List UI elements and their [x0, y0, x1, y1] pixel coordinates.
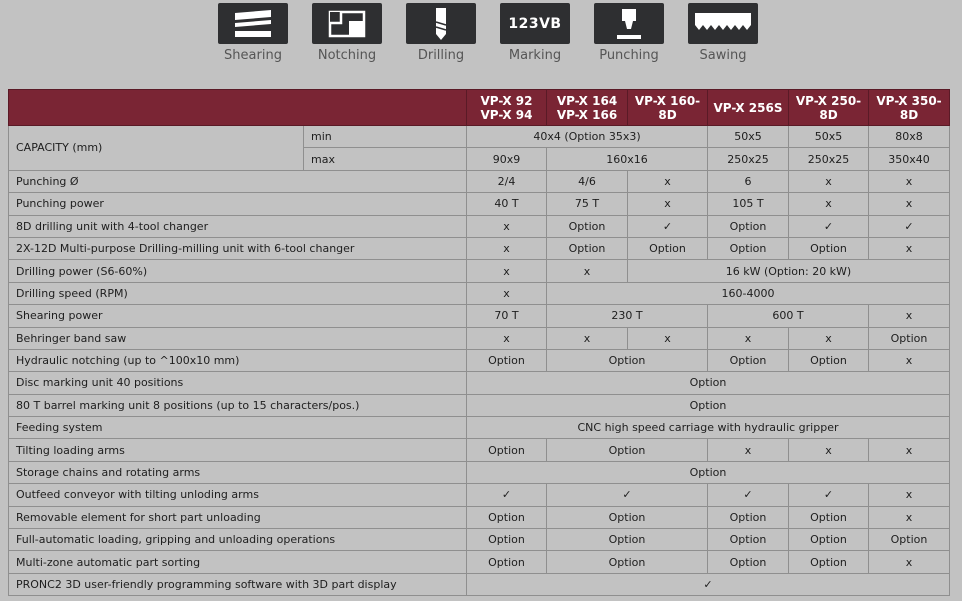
- process-marking[interactable]: [500, 3, 594, 63]
- table-cell: Option: [869, 327, 950, 349]
- table-row: [9, 529, 950, 551]
- table-cell: x: [789, 193, 869, 215]
- model-header: VP-X 160-8D: [628, 90, 708, 126]
- table-cell: x: [789, 327, 869, 349]
- table-cell: Option: [708, 551, 789, 573]
- table-cell: Option: [467, 551, 547, 573]
- table-cell: x: [467, 260, 547, 282]
- table-row: [9, 170, 950, 192]
- process-drilling[interactable]: [406, 3, 500, 63]
- table-cell: Option: [708, 506, 789, 528]
- table-cell: x: [789, 170, 869, 192]
- table-cell: Option: [467, 439, 547, 461]
- process-label: Notching: [317, 48, 377, 63]
- table-cell: 75 T: [547, 193, 628, 215]
- table-cell: x: [869, 237, 950, 259]
- table-cell: Option: [547, 506, 708, 528]
- table-cell: x: [547, 260, 628, 282]
- table-cell: x: [869, 170, 950, 192]
- table-cell: Option: [467, 506, 547, 528]
- feature-label: Tilting loading arms: [9, 439, 467, 461]
- table-cell: x: [869, 506, 950, 528]
- table-row: [9, 260, 950, 282]
- feature-label: Full-automatic loading, gripping and unloading operations: [9, 529, 467, 551]
- table-cell: Option: [467, 529, 547, 551]
- process-punching[interactable]: [594, 3, 688, 63]
- feature-label: Disc marking unit 40 positions: [9, 372, 467, 394]
- table-cell: x: [708, 439, 789, 461]
- table-cell: x: [467, 237, 547, 259]
- table-cell: ✓: [789, 215, 869, 237]
- notching-icon: [312, 3, 382, 44]
- table-cell: x: [869, 349, 950, 371]
- process-shearing[interactable]: [218, 3, 312, 63]
- table-cell: x: [467, 282, 547, 304]
- feature-label: Punching power: [9, 193, 467, 215]
- table-cell: Option: [547, 349, 708, 371]
- table-cell: Option: [869, 529, 950, 551]
- feature-label: 8D drilling unit with 4-tool changer: [9, 215, 467, 237]
- process-sawing[interactable]: [688, 3, 782, 63]
- table-cell: 70 T: [467, 305, 547, 327]
- process-label: Sawing: [699, 48, 747, 63]
- feature-label: Punching Ø: [9, 170, 467, 192]
- table-header-row: [9, 90, 950, 126]
- process-icons: [218, 3, 782, 63]
- punching-icon: [594, 3, 664, 44]
- table-row: [9, 461, 950, 483]
- table-cell: 105 T: [708, 193, 789, 215]
- table-cell: Option: [708, 215, 789, 237]
- table-cell: Option: [789, 349, 869, 371]
- table-cell: Option: [547, 529, 708, 551]
- process-label: Drilling: [417, 48, 465, 63]
- table-cell: Option: [708, 237, 789, 259]
- table-row: [9, 573, 950, 595]
- table-cell: Option: [547, 237, 628, 259]
- table-row: [9, 417, 950, 439]
- table-cell: x: [467, 327, 547, 349]
- feature-label: Drilling speed (RPM): [9, 282, 467, 304]
- table-cell: x: [708, 327, 789, 349]
- table-cell: Option: [547, 215, 628, 237]
- shearing-icon: [218, 3, 288, 44]
- table-cell: x: [628, 193, 708, 215]
- table-row: [9, 484, 950, 506]
- feature-label: Hydraulic notching (up to ^100x10 mm): [9, 349, 467, 371]
- feature-label: PRONC2 3D user-friendly programming software with 3D part display: [9, 573, 467, 595]
- table-cell: Option: [547, 439, 708, 461]
- model-header: VP-X 92 VP-X 94: [467, 90, 547, 126]
- capacity-min-label: min: [304, 126, 467, 148]
- table-cell: 4/6: [547, 170, 628, 192]
- table-cell: Option: [789, 551, 869, 573]
- table-cell: 90x9: [467, 148, 547, 170]
- table-cell: x: [789, 439, 869, 461]
- table-row: [9, 349, 950, 371]
- table-row: [9, 327, 950, 349]
- feature-label: Feeding system: [9, 417, 467, 439]
- table-row: [9, 126, 950, 148]
- feature-label: Drilling power (S6-60%): [9, 260, 467, 282]
- table-cell: 50x5: [789, 126, 869, 148]
- table-cell: Option: [467, 461, 950, 483]
- table-row: [9, 305, 950, 327]
- table-row: [9, 506, 950, 528]
- table-row: [9, 394, 950, 416]
- table-cell: CNC high speed carriage with hydraulic gripper: [467, 417, 950, 439]
- table-cell: x: [869, 305, 950, 327]
- table-cell: x: [547, 327, 628, 349]
- table-cell: 160x16: [547, 148, 708, 170]
- table-row: [9, 193, 950, 215]
- model-header: VP-X 164 VP-X 166: [547, 90, 628, 126]
- model-header: VP-X 350-8D: [869, 90, 950, 126]
- table-cell: ✓: [869, 215, 950, 237]
- table-cell: Option: [789, 237, 869, 259]
- table-cell: 600 T: [708, 305, 869, 327]
- table-cell: 2/4: [467, 170, 547, 192]
- table-cell: x: [869, 484, 950, 506]
- table-cell: x: [869, 439, 950, 461]
- model-header: VP-X 250-8D: [789, 90, 869, 126]
- table-cell: 230 T: [547, 305, 708, 327]
- table-row: [9, 551, 950, 573]
- table-cell: Option: [708, 349, 789, 371]
- feature-label: Storage chains and rotating arms: [9, 461, 467, 483]
- table-cell: x: [869, 193, 950, 215]
- table-cell: Option: [628, 237, 708, 259]
- table-row: [9, 282, 950, 304]
- table-cell: 6: [708, 170, 789, 192]
- feature-label: 2X-12D Multi-purpose Drilling-milling unit with 6-tool changer: [9, 237, 467, 259]
- table-cell: x: [869, 551, 950, 573]
- table-cell: Option: [467, 372, 950, 394]
- process-label: Marking: [508, 48, 562, 63]
- capacity-label: CAPACITY (mm): [9, 126, 304, 171]
- table-cell: 80x8: [869, 126, 950, 148]
- process-label: Punching: [599, 48, 659, 63]
- table-cell: 350x40: [869, 148, 950, 170]
- feature-label: Multi-zone automatic part sorting: [9, 551, 467, 573]
- table-cell: ✓: [789, 484, 869, 506]
- table-row: [9, 439, 950, 461]
- table-cell: ✓: [628, 215, 708, 237]
- feature-label: Shearing power: [9, 305, 467, 327]
- table-cell: Option: [547, 551, 708, 573]
- marking-icon: 123VB: [500, 3, 570, 44]
- table-cell: Option: [789, 529, 869, 551]
- feature-label: Behringer band saw: [9, 327, 467, 349]
- table-cell: ✓: [547, 484, 708, 506]
- table-cell: Option: [467, 349, 547, 371]
- table-body: [9, 126, 950, 596]
- table-cell: 40 T: [467, 193, 547, 215]
- spec-table: [8, 89, 950, 596]
- drilling-icon: [406, 3, 476, 44]
- table-cell: ✓: [467, 573, 950, 595]
- model-header: VP-X 256S: [708, 90, 789, 126]
- process-label: Shearing: [224, 48, 282, 63]
- table-cell: x: [467, 215, 547, 237]
- table-cell: 160-4000: [547, 282, 950, 304]
- table-cell: x: [628, 170, 708, 192]
- table-cell: 40x4 (Option 35x3): [467, 126, 708, 148]
- feature-label: Outfeed conveyor with tilting unloding arms: [9, 484, 467, 506]
- capacity-max-label: max: [304, 148, 467, 170]
- table-cell: Option: [789, 506, 869, 528]
- process-notching[interactable]: [312, 3, 406, 63]
- feature-label: 80 T barrel marking unit 8 positions (up to 15 characters/pos.): [9, 394, 467, 416]
- table-cell: x: [628, 327, 708, 349]
- table-row: [9, 215, 950, 237]
- table-row: [9, 237, 950, 259]
- sawing-icon: [688, 3, 758, 44]
- table-cell: 16 kW (Option: 20 kW): [628, 260, 950, 282]
- table-row: [9, 372, 950, 394]
- header-spacer: [9, 90, 467, 126]
- table-cell: 250x25: [789, 148, 869, 170]
- feature-label: Removable element for short part unloading: [9, 506, 467, 528]
- table-cell: ✓: [467, 484, 547, 506]
- table-cell: Option: [708, 529, 789, 551]
- table-cell: ✓: [708, 484, 789, 506]
- table-cell: 50x5: [708, 126, 789, 148]
- table-cell: 250x25: [708, 148, 789, 170]
- table-cell: Option: [467, 394, 950, 416]
